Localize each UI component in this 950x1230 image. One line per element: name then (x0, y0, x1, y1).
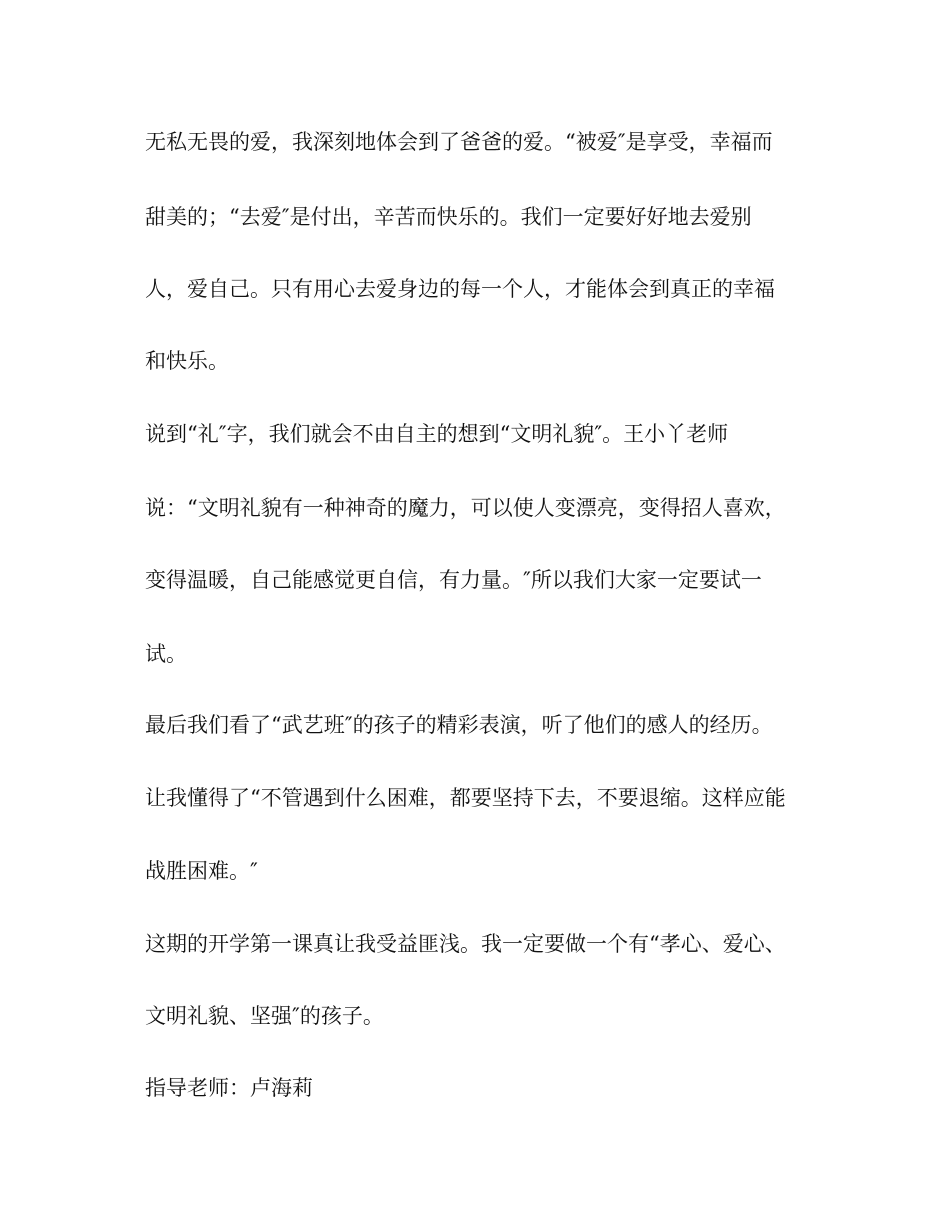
text-line: 最后我们看了“武艺班″的孩子的精彩表演，听了他们的感人的经历。 (145, 713, 773, 737)
signature-line: 指导老师：卢海莉 (145, 1076, 313, 1100)
text-line: 说到“礼″字，我们就会不由自主的想到“文明礼貌″。王小丫老师 (145, 422, 729, 446)
text-line: 战胜困难。″ (145, 859, 258, 883)
text-line: 变得温暖，自己能感觉更自信，有力量。″所以我们大家一定要试一 (145, 568, 762, 592)
text-line: 人，爱自己。只有用心去爱身边的每一个人，才能体会到真正的幸福 (145, 277, 775, 301)
text-line: 试。 (145, 642, 187, 666)
text-line: 甜美的；“去爱″是付出，辛苦而快乐的。我们一定要好好地去爱别 (145, 205, 752, 229)
text-line: 说：“文明礼貌有一种神奇的魔力，可以使人变漂亮，变得招人喜欢， (145, 496, 786, 520)
text-line: 和快乐。 (145, 349, 229, 373)
text-line: 无私无畏的爱，我深刻地体会到了爸爸的爱。“被爱″是享受，幸福而 (145, 130, 773, 154)
text-line: 让我懂得了“不管遇到什么困难，都要坚持下去，不要退缩。这样应能 (145, 786, 786, 810)
text-line: 文明礼貌、坚强″的孩子。 (145, 1004, 384, 1028)
text-line: 这期的开学第一课真让我受益匪浅。我一定要做一个有“孝心、爱心、 (145, 932, 786, 956)
